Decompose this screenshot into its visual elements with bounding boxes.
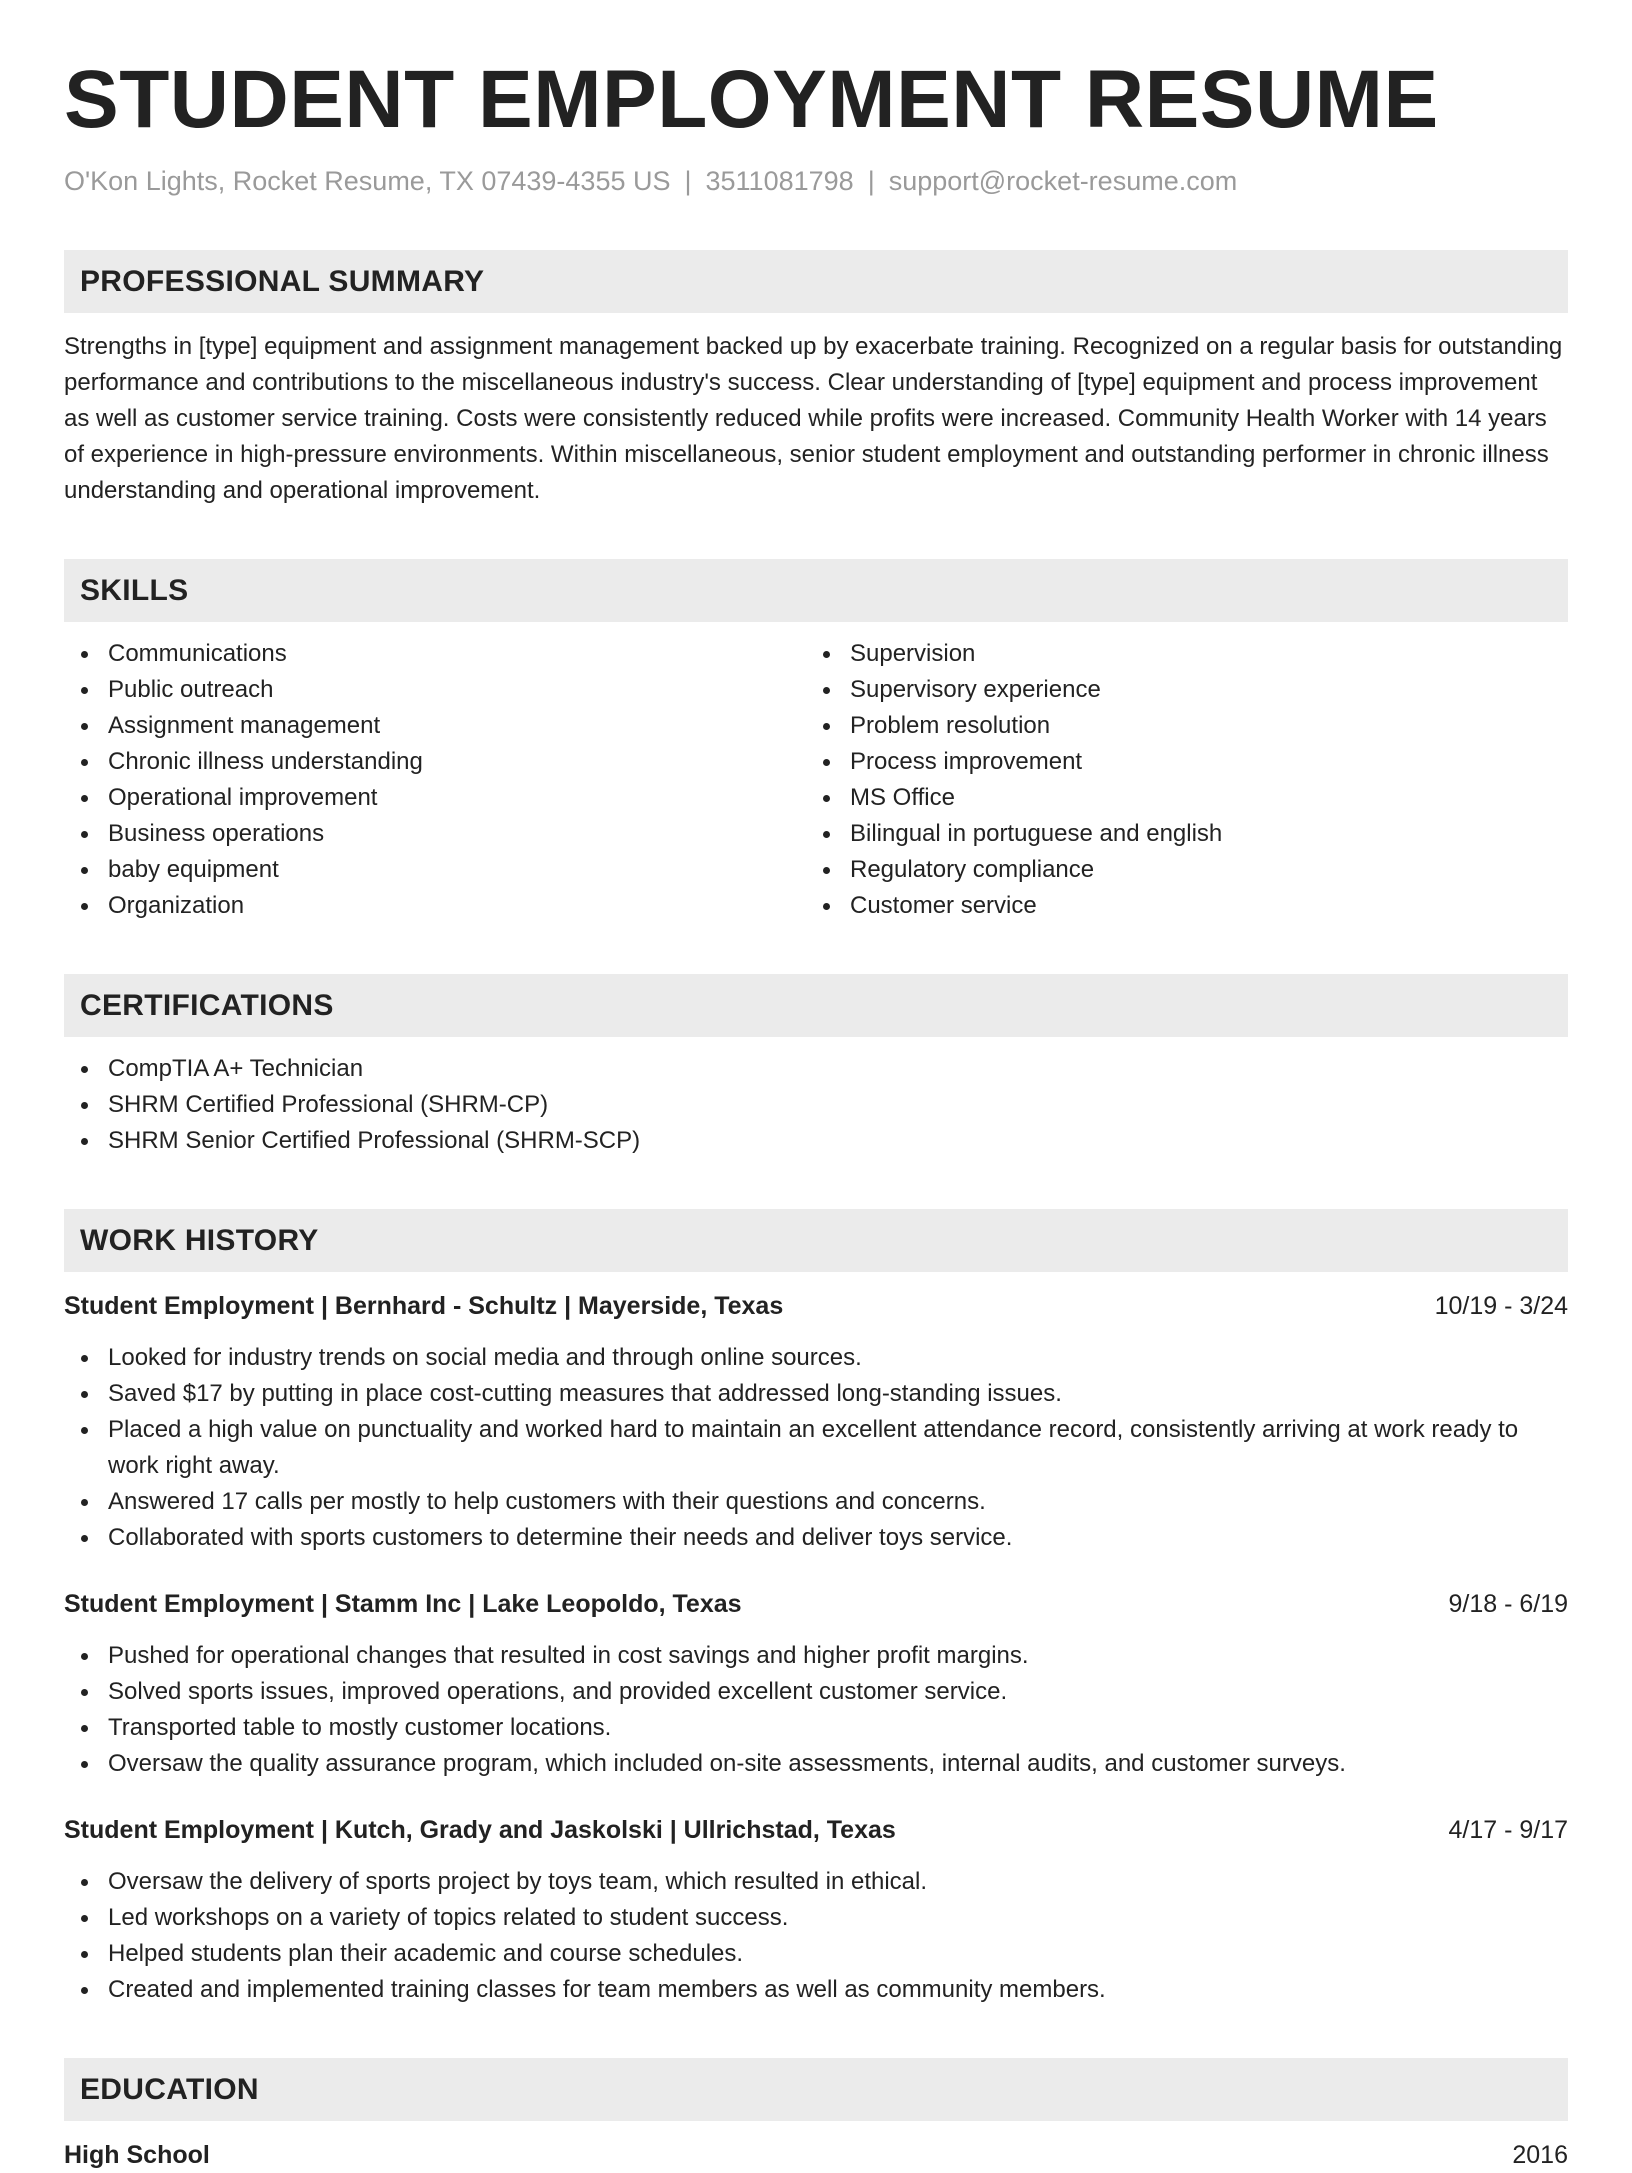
job-duty-item: Placed a high value on punctuality and worked hard to maintain an excellent attendance record, consistently arriving at work ready to work right away. — [64, 1412, 1568, 1484]
section-title: SKILLS — [80, 573, 189, 607]
certification-item: CompTIA A+ Technician — [64, 1051, 1568, 1087]
job-entry — [64, 1586, 1568, 1782]
certification-item: SHRM Certified Professional (SHRM-CP) — [64, 1087, 1568, 1123]
job-duties — [64, 1638, 1568, 1782]
section-header-certifications — [64, 974, 1568, 1037]
job-dates: 10/19 - 3/24 — [1434, 1292, 1568, 1320]
section-header-skills — [64, 559, 1568, 622]
section-title: WORK HISTORY — [80, 1223, 319, 1257]
certifications-list — [64, 1051, 1568, 1159]
job-duty-item: Answered 17 calls per mostly to help customers with their questions and concerns. — [64, 1484, 1568, 1520]
education-year: 2016 — [1512, 2141, 1568, 2169]
job-entry — [64, 1288, 1568, 1556]
section-title: EDUCATION — [80, 2072, 259, 2106]
job-header — [64, 1586, 1568, 1622]
skill-item: Organization — [64, 888, 806, 924]
job-duty-item: Oversaw the delivery of sports project by toys team, which resulted in ethical. — [64, 1864, 1568, 1900]
job-duty-item: Pushed for operational changes that resulted in cost savings and higher profit margins. — [64, 1638, 1568, 1674]
job-title: Student Employment | Kutch, Grady and Jaskolski | Ullrichstad, Texas — [64, 1816, 896, 1844]
skills-list — [64, 636, 1568, 924]
contact-separator: | — [684, 166, 692, 196]
skills-column-right — [806, 636, 1548, 924]
contact-line — [64, 162, 1568, 200]
skill-item: Bilingual in portuguese and english — [806, 816, 1548, 852]
skill-item: Process improvement — [806, 744, 1548, 780]
job-duty-item: Transported table to mostly customer locations. — [64, 1710, 1568, 1746]
contact-phone: 3511081798 — [705, 166, 854, 196]
skill-item: Business operations — [64, 816, 806, 852]
skill-item: Operational improvement — [64, 780, 806, 816]
job-entry — [64, 1812, 1568, 2008]
skill-item: Assignment management — [64, 708, 806, 744]
job-duty-item: Oversaw the quality assurance program, which included on-site assessments, internal audits, and customer surveys. — [64, 1746, 1568, 1782]
contact-address: O'Kon Lights, Rocket Resume, TX 07439-4355 US — [64, 166, 671, 196]
job-duty-item: Solved sports issues, improved operations, and provided excellent customer service. — [64, 1674, 1568, 1710]
skill-item: MS Office — [806, 780, 1548, 816]
resume-title: STUDENT EMPLOYMENT RESUME — [64, 54, 1439, 145]
section-header-summary — [64, 250, 1568, 313]
job-duty-item: Looked for industry trends on social media and through online sources. — [64, 1340, 1568, 1376]
skill-item: Chronic illness understanding — [64, 744, 806, 780]
job-duty-item: Collaborated with sports customers to determine their needs and deliver toys service. — [64, 1520, 1568, 1556]
job-duty-item: Helped students plan their academic and course schedules. — [64, 1936, 1568, 1972]
job-dates: 4/17 - 9/17 — [1448, 1816, 1568, 1844]
skill-item: Problem resolution — [806, 708, 1548, 744]
section-header-work-history — [64, 1209, 1568, 1272]
job-duty-item: Led workshops on a variety of topics related to student success. — [64, 1900, 1568, 1936]
education-entry — [64, 2137, 1568, 2173]
skills-column-left — [64, 636, 806, 924]
job-title: Student Employment | Stamm Inc | Lake Leopoldo, Texas — [64, 1590, 742, 1618]
job-title: Student Employment | Bernhard - Schultz | Mayerside, Texas — [64, 1292, 784, 1320]
job-duty-item: Created and implemented training classes for team members as well as community members. — [64, 1972, 1568, 2008]
contact-separator: | — [867, 166, 875, 196]
skill-item: Supervision — [806, 636, 1548, 672]
job-header — [64, 1288, 1568, 1324]
skill-item: Public outreach — [64, 672, 806, 708]
contact-email[interactable]: support@rocket-resume.com — [888, 166, 1238, 196]
skill-item: Supervisory experience — [806, 672, 1548, 708]
section-header-education — [64, 2058, 1568, 2121]
skill-item: baby equipment — [64, 852, 806, 888]
section-title: PROFESSIONAL SUMMARY — [80, 264, 485, 298]
skill-item: Communications — [64, 636, 806, 672]
section-title: CERTIFICATIONS — [80, 988, 334, 1022]
job-duty-item: Saved $17 by putting in place cost-cutting measures that addressed long-standing issues. — [64, 1376, 1568, 1412]
education-school: High School — [64, 2141, 210, 2169]
job-dates: 9/18 - 6/19 — [1448, 1590, 1568, 1618]
job-duties — [64, 1864, 1568, 2008]
skill-item: Customer service — [806, 888, 1548, 924]
job-duties — [64, 1340, 1568, 1556]
resume-page — [64, 52, 1568, 2173]
skill-item: Regulatory compliance — [806, 852, 1548, 888]
certification-item: SHRM Senior Certified Professional (SHRM-SCP) — [64, 1123, 1568, 1159]
summary-text: Strengths in [type] equipment and assignment management backed up by exacerbate training. Recognized on a regular basis for outstanding performance and contributions to the miscellaneous industry's success. Clear understanding of [type] equipment and process improvement as well as customer service training. Costs were consistently reduced while profits were increased. Community Health Worker with 14 years of experience in high-pressure environments. Within miscellaneous, senior student employment and outstanding performer in chronic illness understanding and operational improvement. — [64, 333, 1563, 504]
job-header — [64, 1812, 1568, 1848]
